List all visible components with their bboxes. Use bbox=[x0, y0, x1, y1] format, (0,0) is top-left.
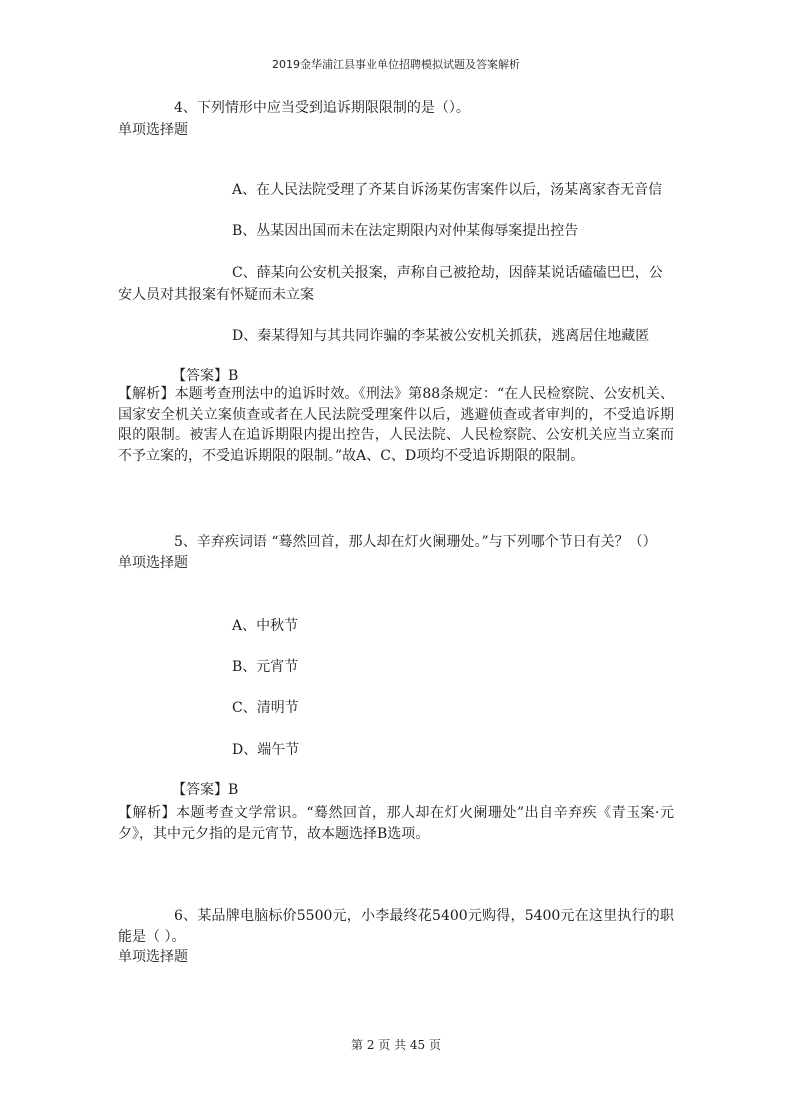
page-header: 2019金华浦江县事业单位招聘模拟试题及答案解析 bbox=[272, 58, 520, 71]
option-c: C、薛某向公安机关报案，声称自己被抢劫，因薛某说话磕磕巴巴，公 bbox=[232, 265, 663, 281]
page-footer: 第 2 页 共 45 页 bbox=[351, 1038, 441, 1052]
option-c: C、清明节 bbox=[232, 700, 299, 716]
option-c-continued: 安人员对其报案有怀疑而未立案 bbox=[118, 287, 314, 303]
question-type: 单项选择题 bbox=[118, 555, 188, 571]
option-b: B、元宵节 bbox=[232, 659, 299, 675]
question-stem: 5、辛弃疾词语 “蓦然回首，那人却在灯火阑珊处。”与下列哪个节日有关？（） bbox=[174, 534, 657, 550]
option-a: A、中秋节 bbox=[232, 618, 299, 634]
question-stem: 4、下列情形中应当受到追诉期限限制的是（）。 bbox=[174, 100, 470, 116]
option-d: D、秦某得知与其共同诈骗的李某被公安机关抓获，逃离居住地藏匿 bbox=[232, 328, 650, 344]
option-a: A、在人民法院受理了齐某自诉汤某伤害案件以后，汤某离家杳无音信 bbox=[232, 182, 663, 198]
analysis: 【解析】本题考查文学常识。“蓦然回首，那人却在灯火阑珊处”出自辛弃疾《青玉案·元夕》，其中元夕指的是元宵节，故本题选择B选项。 bbox=[118, 805, 674, 842]
analysis: 【解析】本题考查刑法中的追诉时效。《刑法》第88条规定：“在人民检察院、公安机关、国家安全机关立案侦查或者在人民法院受理案件以后，逃避侦查或者审判的，不受追诉期限的限制。被害人在追诉期限内提出控告，人民法院、人民检察院、公安机关应当立案而不予立案的，不受追诉期限的限制。”故A、C、D项均不受追诉期限的限制。 bbox=[118, 386, 674, 464]
option-d: D、端午节 bbox=[232, 742, 300, 758]
question-type: 单项选择题 bbox=[118, 949, 188, 965]
option-b: B、丛某因出国而未在法定期限内对仲某侮辱案提出控告 bbox=[232, 223, 579, 239]
answer: 【答案】B bbox=[172, 782, 239, 798]
question-type: 单项选择题 bbox=[118, 122, 188, 138]
question-stem: 6、某品牌电脑标价5500元，小李最终花5400元购得，5400元在这里执行的职能是（ ）。 bbox=[118, 908, 674, 945]
answer: 【答案】B bbox=[172, 368, 239, 384]
